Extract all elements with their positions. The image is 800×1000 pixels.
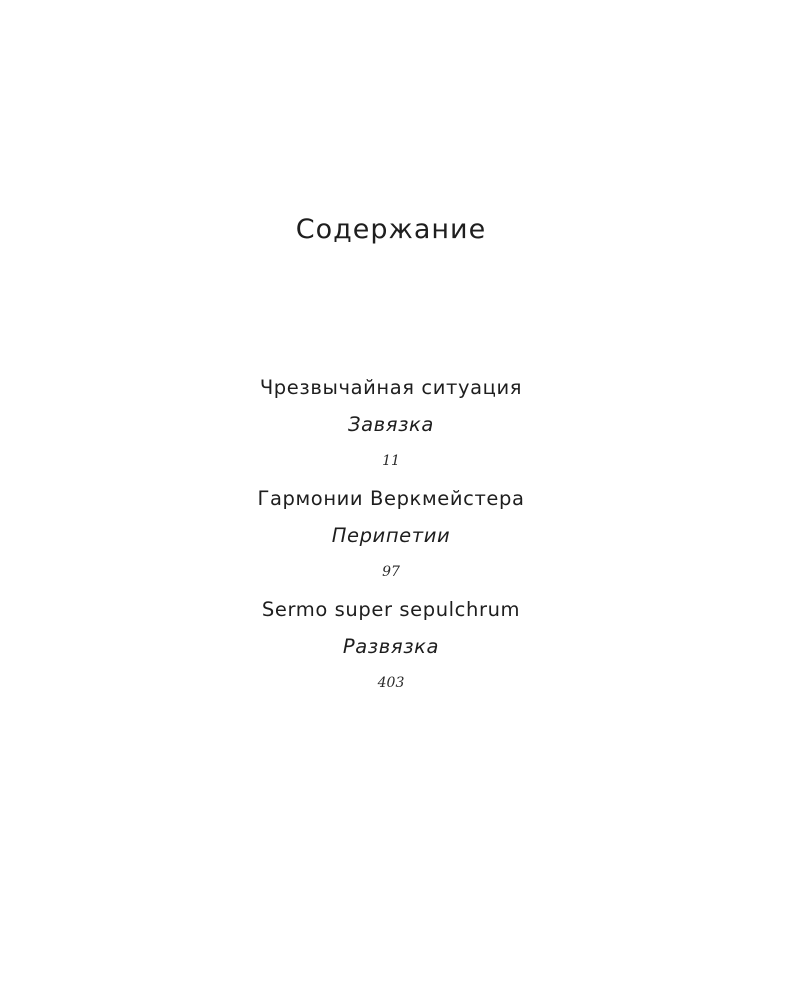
toc-entry-page-number: 97 <box>382 564 400 580</box>
toc-entry-subtitle: Развязка <box>342 635 440 658</box>
toc-entry-subtitle: Завязка <box>348 413 434 436</box>
toc-entry-title: Гармонии Веркмейстера <box>257 487 525 510</box>
toc-entry <box>0 594 782 705</box>
toc-entry-title: Sermo super sepulchrum <box>261 598 521 621</box>
toc-entry-page-number: 403 <box>377 675 405 691</box>
toc-entry <box>0 372 782 483</box>
toc-entry-page-number: 11 <box>382 453 400 469</box>
toc-entry-subtitle: Перипетии <box>331 524 451 547</box>
table-of-contents <box>0 372 782 705</box>
toc-entry <box>0 483 782 594</box>
contents-heading: Содержание <box>295 214 487 245</box>
toc-entry-title: Чрезвычайная ситуация <box>259 376 523 399</box>
